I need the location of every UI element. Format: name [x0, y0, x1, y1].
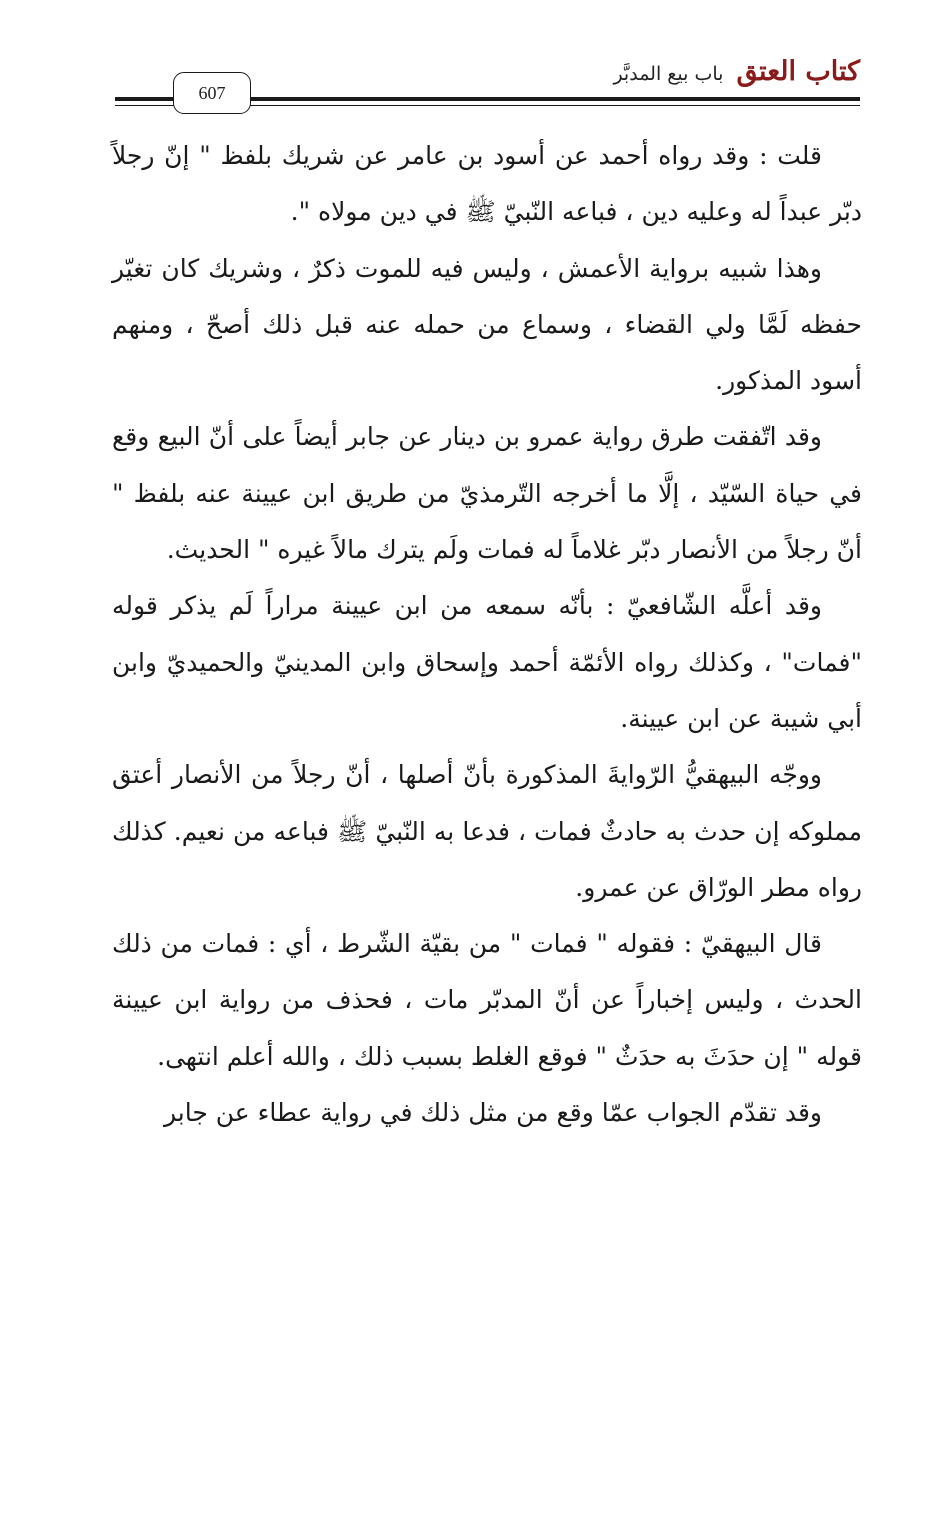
book-title: كتاب العتق [736, 56, 860, 87]
running-title [613, 56, 860, 87]
paragraph: ووجّه البيهقيُّ الرّوايةَ المذكورة بأنّ أصلها ، أنّ رجلاً من الأنصار أعتق مملوكه إن حدث به حادثٌ فمات ، فدعا به النّبيّ ﷺ فباعه من نعيم. كذلك رواه مطر الورّاق عن عمرو. [112, 760, 862, 902]
page-number: 607 [173, 72, 251, 114]
paragraph: وقد اتّفقت طرق رواية عمرو بن دينار عن جابر أيضاً على أنّ البيع وقع في حياة السّيّد ، إلَّا ما أخرجه التّرمذيّ من طريق ابن عيينة عنه بلفظ " أنّ رجلاً من الأنصار دبّر غلاماً له فمات ولَم يترك مالاً غيره " الحديث. [112, 422, 862, 565]
paragraph: وقد تقدّم الجواب عمّا وقع من مثل ذلك في رواية عطاء عن جابر [163, 1098, 822, 1128]
paragraph: قال البيهقيّ : فقوله " فمات " من بقيّة الشّرط ، أي : فمات من ذلك الحدث ، وليس إخباراً عن أنّ المدبّر مات ، فحذف من رواية ابن عيينة قوله " إن حدَثَ به حدَثٌ " فوقع الغلط بسبب ذلك ، والله أعلم انتهى. [112, 929, 862, 1071]
paragraph: وقد أعلَّه الشّافعيّ : بأنّه سمعه من ابن عيينة مراراً لَم يذكر قوله "فمات" ، وكذلك رواه الأئمّة أحمد وإسحاق وابن المدينيّ والحميديّ وابن أبي شيبة عن ابن عيينة. [112, 591, 862, 733]
paragraph: وهذا شبيه برواية الأعمش ، وليس فيه للموت ذكرٌ ، وشريك كان تغيّر حفظه لَمَّا ولي القضاء ، وسماع من حمله عنه قبل ذلك أصحّ ، ومنهم أسود المذكور. [112, 253, 862, 396]
page-header [115, 50, 860, 110]
chapter-title: باب بيع المدبَّر [613, 63, 724, 85]
page-body [112, 128, 862, 1141]
paragraph: قلت : وقد رواه أحمد عن أسود بن عامر عن شريك بلفظ " إنّ رجلاً دبّر عبداً له وعليه دين ، فباعه النّبيّ ﷺ في دين مولاه ". [112, 141, 862, 227]
